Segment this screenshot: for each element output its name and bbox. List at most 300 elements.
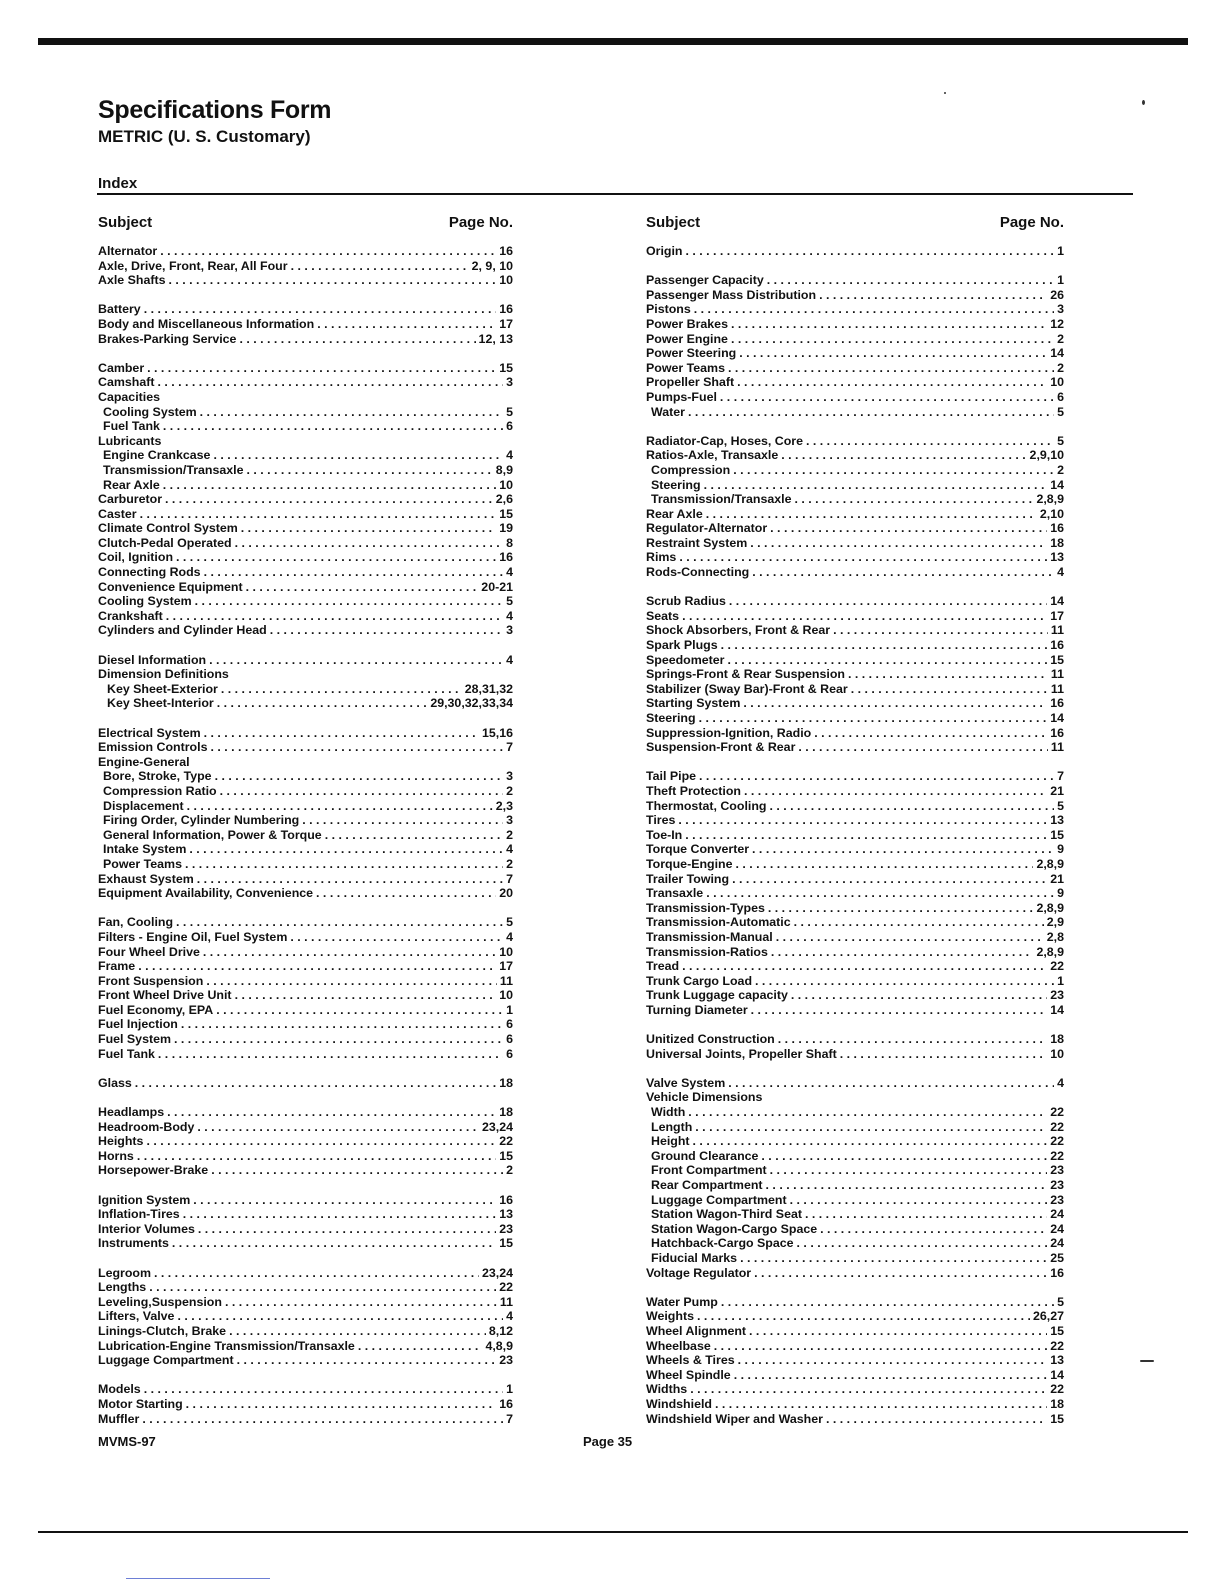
index-entry xyxy=(646,302,1064,317)
index-page-numbers: 2, 9, 10 xyxy=(471,258,513,273)
index-page-numbers: 22 xyxy=(499,1280,513,1295)
index-page-numbers: 2,8,9 xyxy=(1036,944,1064,959)
index-entry xyxy=(646,623,1064,638)
index-term: Muffler xyxy=(98,1411,140,1426)
leader-dots xyxy=(177,1309,503,1324)
index-entry xyxy=(646,872,1064,887)
index-term: Models xyxy=(98,1382,141,1397)
index-page-numbers: 3 xyxy=(506,375,513,390)
leader-dots xyxy=(358,1339,483,1354)
leader-dots xyxy=(738,1353,1048,1368)
index-page-numbers: 14 xyxy=(1050,594,1064,609)
index-entry xyxy=(646,667,1064,682)
index-entry xyxy=(98,1076,513,1091)
index-entry xyxy=(98,726,513,741)
index-entry xyxy=(98,886,513,901)
section-gap xyxy=(98,288,513,303)
index-entry xyxy=(646,492,1064,507)
index-page-numbers: 23 xyxy=(1050,1192,1064,1207)
index-term: Convenience Equipment xyxy=(98,579,243,594)
leader-dots xyxy=(167,1105,496,1120)
index-entry xyxy=(646,1324,1064,1339)
index-page-numbers: 11 xyxy=(1050,667,1064,682)
index-page-numbers: 13 xyxy=(499,1207,513,1222)
column-header xyxy=(646,214,1064,244)
leader-dots xyxy=(688,1105,1047,1120)
index-page-numbers: 10 xyxy=(499,273,513,288)
index-page-numbers: 20 xyxy=(499,886,513,901)
index-rule xyxy=(97,193,1133,195)
leader-dots xyxy=(768,901,1034,916)
index-entry xyxy=(646,901,1064,916)
index-term: Trunk Cargo Load xyxy=(646,973,753,988)
index-entry xyxy=(646,974,1064,989)
leader-dots xyxy=(235,988,497,1003)
index-entry xyxy=(98,1105,513,1120)
leader-dots xyxy=(183,1207,497,1222)
index-term: Four Wheel Drive xyxy=(98,944,200,959)
index-entry xyxy=(98,1120,513,1135)
leader-dots xyxy=(209,653,503,668)
index-page-numbers: 5 xyxy=(506,915,513,930)
leader-dots xyxy=(220,784,503,799)
index-page-numbers: 11 xyxy=(1050,740,1064,755)
index-page-numbers: 18 xyxy=(1050,1032,1064,1047)
index-term: Springs-Front & Rear Suspension xyxy=(646,667,845,682)
index-page-numbers: 9 xyxy=(1057,842,1064,857)
page-no-header: Page No. xyxy=(448,214,513,231)
index-entry xyxy=(98,872,513,887)
index-page-numbers: 1 xyxy=(506,1382,513,1397)
index-term: Steering xyxy=(651,477,701,492)
section-gap xyxy=(646,1061,1064,1076)
leader-dots xyxy=(766,1178,1048,1193)
index-term: Fuel Tank xyxy=(98,1046,155,1061)
leader-dots xyxy=(206,974,497,989)
index-page-numbers: 14 xyxy=(1050,477,1064,492)
index-term: Turning Diameter xyxy=(646,1002,748,1017)
index-term: Fuel System xyxy=(98,1032,171,1047)
index-page-numbers: 2,10 xyxy=(1039,506,1064,521)
index-entry xyxy=(98,580,513,595)
index-term: Dimension Definitions xyxy=(98,667,229,682)
index-term: Shock Absorbers, Front & Rear xyxy=(646,623,831,638)
index-entry xyxy=(646,1368,1064,1383)
index-page-numbers: 2,6 xyxy=(495,492,513,507)
leader-dots xyxy=(149,1280,496,1295)
index-term: Connecting Rods xyxy=(98,565,201,580)
index-page-numbers: 9 xyxy=(1057,886,1064,901)
leader-dots xyxy=(165,492,493,507)
leader-dots xyxy=(833,623,1048,638)
index-page-numbers: 20-21 xyxy=(481,579,513,594)
index-page-numbers: 22 xyxy=(1050,1338,1064,1353)
index-term: Bore, Stroke, Type xyxy=(103,769,212,784)
leader-dots xyxy=(778,1032,1047,1047)
index-page-numbers: 4,8,9 xyxy=(485,1338,513,1353)
leader-dots xyxy=(752,842,1054,857)
leader-dots xyxy=(197,872,503,887)
index-page-numbers: 6 xyxy=(506,1032,513,1047)
index-term: Power Teams xyxy=(646,360,725,375)
index-term: Key Sheet-Exterior xyxy=(107,681,218,696)
index-entry xyxy=(98,740,513,755)
index-term: Compression Ratio xyxy=(103,783,217,798)
leader-dots xyxy=(806,434,1054,449)
index-entry xyxy=(98,1003,513,1018)
index-entry xyxy=(98,1222,513,1237)
leader-dots xyxy=(246,580,479,595)
leader-dots xyxy=(706,507,1037,522)
section-gap xyxy=(646,1280,1064,1295)
index-term: Voltage Regulator xyxy=(646,1265,752,1280)
leader-dots xyxy=(715,1397,1047,1412)
index-entry xyxy=(646,696,1064,711)
index-entry xyxy=(98,259,513,274)
index-entry xyxy=(646,1412,1064,1427)
index-page-numbers: 23 xyxy=(499,1221,513,1236)
index-page-numbers: 15 xyxy=(1050,652,1064,667)
index-term: Thermostat, Cooling xyxy=(646,798,767,813)
index-entry xyxy=(646,711,1064,726)
index-page-numbers: 23 xyxy=(1050,1163,1064,1178)
index-entry xyxy=(98,1134,513,1149)
index-term: Wheel Spindle xyxy=(646,1367,731,1382)
leader-dots xyxy=(731,332,1054,347)
leader-dots xyxy=(734,1368,1048,1383)
index-page-numbers: 11 xyxy=(1050,623,1064,638)
index-page-numbers: 7 xyxy=(506,740,513,755)
leader-dots xyxy=(678,813,1047,828)
index-entry xyxy=(98,828,513,843)
leader-dots xyxy=(210,740,503,755)
leader-dots xyxy=(790,1193,1048,1208)
index-page-numbers: 15 xyxy=(499,1236,513,1251)
index-term: Headlamps xyxy=(98,1105,165,1120)
leader-dots xyxy=(290,930,503,945)
leader-dots xyxy=(185,857,503,872)
leader-dots xyxy=(160,244,496,259)
leader-dots xyxy=(189,842,503,857)
index-page-numbers: 26,27 xyxy=(1032,1309,1064,1324)
index-entry xyxy=(646,1207,1064,1222)
index-term: Transaxle xyxy=(646,886,704,901)
index-entries-right xyxy=(646,244,1064,1426)
index-term: Unitized Construction xyxy=(646,1032,775,1047)
index-term: Speedometer xyxy=(646,652,725,667)
index-page-numbers: 11 xyxy=(499,973,513,988)
index-entry xyxy=(98,1382,513,1397)
index-entry xyxy=(646,346,1064,361)
index-entry xyxy=(98,594,513,609)
index-page-numbers: 22 xyxy=(1050,1134,1064,1149)
index-term: Glass xyxy=(98,1075,132,1090)
index-term: Fuel Economy, EPA xyxy=(98,1002,214,1017)
index-term: Body and Miscellaneous Information xyxy=(98,316,315,331)
index-page-numbers: 2 xyxy=(506,1163,513,1178)
leader-dots xyxy=(744,784,1047,799)
leader-dots xyxy=(237,1353,497,1368)
index-entry xyxy=(646,521,1064,536)
index-page-numbers: 2 xyxy=(506,783,513,798)
leader-dots xyxy=(771,945,1034,960)
index-term: Windshield Wiper and Washer xyxy=(646,1411,823,1426)
index-entry xyxy=(646,915,1064,930)
index-page-numbers: 14 xyxy=(1050,711,1064,725)
index-term: Scrub Radius xyxy=(646,594,726,609)
index-page-numbers: 23,24 xyxy=(481,1119,513,1134)
index-column-left xyxy=(98,214,513,1426)
index-term: Vehicle Dimensions xyxy=(646,1090,763,1105)
index-term: Rear Axle xyxy=(646,506,703,521)
index-page-numbers: 13 xyxy=(1050,1353,1064,1368)
leader-dots xyxy=(743,696,1047,711)
index-entry xyxy=(646,317,1064,332)
index-page-numbers: 16 xyxy=(1050,521,1064,536)
index-entry xyxy=(646,857,1064,872)
leader-dots xyxy=(682,609,1047,624)
index-entry xyxy=(98,1163,513,1178)
index-page-numbers: 28,31,32 xyxy=(464,681,513,696)
leader-dots xyxy=(193,1193,496,1208)
leader-dots xyxy=(699,769,1054,784)
leader-dots xyxy=(761,1149,1047,1164)
leader-dots xyxy=(247,463,493,478)
index-page-numbers: 29,30,32,33,34 xyxy=(430,696,513,711)
document-id: MVMS-97 xyxy=(98,1434,156,1449)
leader-dots xyxy=(754,1266,1047,1281)
index-entry xyxy=(98,521,513,536)
leader-dots xyxy=(679,550,1047,565)
index-entry xyxy=(646,813,1064,828)
index-page-numbers: 4 xyxy=(506,652,513,667)
index-entry xyxy=(646,1295,1064,1310)
index-term: Water xyxy=(651,404,685,419)
index-entry xyxy=(646,594,1064,609)
index-term: Filters - Engine Oil, Fuel System xyxy=(98,929,288,944)
index-entry xyxy=(98,799,513,814)
leader-dots xyxy=(325,828,503,843)
index-page-numbers: 5 xyxy=(1057,404,1064,419)
index-page-numbers: 3 xyxy=(1057,302,1064,317)
index-term: Fuel Tank xyxy=(103,419,160,434)
index-page-numbers: 6 xyxy=(506,1017,513,1032)
leader-dots xyxy=(740,1251,1047,1266)
index-entry xyxy=(98,419,513,434)
leader-dots xyxy=(728,653,1048,668)
index-entry xyxy=(646,682,1064,697)
leader-dots xyxy=(776,930,1044,945)
index-page-numbers: 6 xyxy=(506,419,513,434)
index-page-numbers: 5 xyxy=(506,594,513,609)
index-term: Power Brakes xyxy=(646,316,728,331)
index-entry xyxy=(646,959,1064,974)
section-gap xyxy=(98,1061,513,1076)
index-term: Transmission/Transaxle xyxy=(103,462,244,477)
index-term: Key Sheet-Interior xyxy=(107,696,214,711)
index-term: Water Pump xyxy=(646,1294,718,1309)
leader-dots xyxy=(755,974,1054,989)
index-term: Linings-Clutch, Brake xyxy=(98,1323,227,1338)
index-entry xyxy=(646,332,1064,347)
index-page-numbers: 22 xyxy=(1050,1148,1064,1163)
index-entry xyxy=(98,536,513,551)
index-page-numbers: 4 xyxy=(1057,1075,1064,1090)
leader-dots xyxy=(826,1412,1047,1427)
index-page-numbers: 4 xyxy=(506,565,513,580)
index-entry xyxy=(646,1003,1064,1018)
index-entry xyxy=(646,609,1064,624)
index-page-numbers: 24 xyxy=(1050,1221,1064,1236)
index-entry xyxy=(98,550,513,565)
index-term: Caster xyxy=(98,506,137,521)
index-page-numbers: 15,16 xyxy=(481,725,513,740)
index-term: Transmission-Manual xyxy=(646,929,773,944)
index-page-numbers: 16 xyxy=(499,302,513,317)
index-term: Emission Controls xyxy=(98,740,208,755)
index-page-numbers: 2 xyxy=(1057,331,1064,346)
leader-dots xyxy=(204,726,479,741)
index-entry xyxy=(98,1193,513,1208)
index-page-numbers: 17 xyxy=(499,316,513,331)
index-term: Coil, Ignition xyxy=(98,550,174,565)
leader-dots xyxy=(770,1163,1048,1178)
index-entry xyxy=(646,1134,1064,1149)
index-entry xyxy=(646,1149,1064,1164)
index-entry xyxy=(98,857,513,872)
index-entry xyxy=(646,784,1064,799)
leader-dots xyxy=(851,682,1048,697)
leader-dots xyxy=(146,1134,496,1149)
index-entry xyxy=(646,550,1064,565)
index-entry xyxy=(98,653,513,668)
leader-dots xyxy=(186,1397,497,1412)
index-term: Ignition System xyxy=(98,1192,191,1207)
leader-dots xyxy=(820,1222,1047,1237)
index-page-numbers: 24 xyxy=(1050,1236,1064,1251)
index-term: Wheel Alignment xyxy=(646,1323,747,1338)
index-entry xyxy=(646,1105,1064,1120)
leader-dots xyxy=(729,594,1047,609)
leader-dots xyxy=(317,317,496,332)
index-entry xyxy=(646,828,1064,843)
index-entry xyxy=(646,1178,1064,1193)
index-term: Horsepower-Brake xyxy=(98,1163,209,1178)
index-term: Transmission-Ratios xyxy=(646,944,768,959)
leader-dots xyxy=(819,288,1047,303)
leader-dots xyxy=(147,361,496,376)
leader-dots xyxy=(721,638,1048,653)
index-page-numbers: 8 xyxy=(506,535,513,550)
index-page-numbers: 17 xyxy=(499,959,513,974)
leader-dots xyxy=(728,361,1054,376)
section-gap xyxy=(98,711,513,726)
index-page-numbers: 14 xyxy=(1050,346,1064,361)
leader-dots xyxy=(693,1134,1048,1149)
index-term: Brakes-Parking Service xyxy=(98,331,237,346)
index-entry xyxy=(646,769,1064,784)
index-page-numbers: 2,9,10 xyxy=(1029,448,1064,463)
index-entry xyxy=(98,784,513,799)
index-term: Fuel Injection xyxy=(98,1017,178,1032)
index-term: Intake System xyxy=(103,842,187,857)
index-page-numbers: 4 xyxy=(506,608,513,623)
leader-dots xyxy=(241,521,496,536)
column-header xyxy=(98,214,513,244)
index-page-numbers: 10 xyxy=(499,944,513,959)
index-entry xyxy=(646,1236,1064,1251)
index-page-numbers: 23,24 xyxy=(481,1265,513,1280)
index-page-numbers: 18 xyxy=(499,1105,513,1120)
index-entry xyxy=(98,915,513,930)
scan-speck xyxy=(944,92,946,94)
leader-dots xyxy=(138,959,496,974)
index-page-numbers: 2,8,9 xyxy=(1036,856,1064,871)
index-term: Wheels & Tires xyxy=(646,1353,735,1368)
index-page-numbers: 2,8,9 xyxy=(1036,900,1064,915)
leader-dots xyxy=(216,1003,503,1018)
leader-dots xyxy=(215,769,504,784)
index-entry xyxy=(646,1266,1064,1281)
index-page-numbers: 2,8 xyxy=(1046,929,1064,944)
index-page-numbers: 23 xyxy=(1050,1178,1064,1192)
index-page-numbers: 10 xyxy=(499,477,513,492)
index-entry xyxy=(646,945,1064,960)
index-entry xyxy=(646,1193,1064,1208)
index-page-numbers: 4 xyxy=(506,929,513,944)
index-entry xyxy=(646,273,1064,288)
index-entry xyxy=(98,463,513,478)
index-page-numbers: 11 xyxy=(499,1294,513,1309)
leader-dots xyxy=(137,1149,496,1164)
index-entry xyxy=(646,244,1064,259)
index-page-numbers: 3 xyxy=(506,769,513,784)
leader-dots xyxy=(752,565,1054,580)
leader-dots xyxy=(163,419,503,434)
index-term: Weights xyxy=(646,1309,694,1324)
page-no-header: Page No. xyxy=(999,214,1064,231)
leader-dots xyxy=(706,886,1054,901)
leader-dots xyxy=(200,405,503,420)
index-entry xyxy=(646,1032,1064,1047)
index-entry xyxy=(646,434,1064,449)
index-page-numbers: 7 xyxy=(506,871,513,886)
index-entry xyxy=(646,1076,1064,1091)
index-term: Luggage Compartment xyxy=(98,1353,234,1368)
index-term: Passenger Mass Distribution xyxy=(646,287,817,302)
index-entries-left xyxy=(98,244,513,1426)
index-entry xyxy=(98,1280,513,1295)
index-page-numbers: 21 xyxy=(1050,783,1064,798)
leader-dots xyxy=(135,1076,496,1091)
index-page-numbers: 25 xyxy=(1050,1250,1064,1265)
index-term: Luggage Compartment xyxy=(651,1192,787,1207)
page-title: Specifications Form xyxy=(98,96,332,124)
index-page-numbers: 2,3 xyxy=(495,798,513,813)
index-term: Tail Pipe xyxy=(646,769,697,784)
index-entry xyxy=(98,1266,513,1281)
index-term: Theft Protection xyxy=(646,783,741,798)
index-entry xyxy=(98,667,513,682)
leader-dots xyxy=(749,1324,1047,1339)
index-page-numbers: 23 xyxy=(1050,988,1064,1003)
index-term: Pistons xyxy=(646,302,691,317)
section-gap xyxy=(646,419,1064,434)
index-entry xyxy=(646,565,1064,580)
index-entry xyxy=(646,1163,1064,1178)
index-entry xyxy=(98,813,513,828)
index-term: Rods-Connecting xyxy=(646,565,750,580)
